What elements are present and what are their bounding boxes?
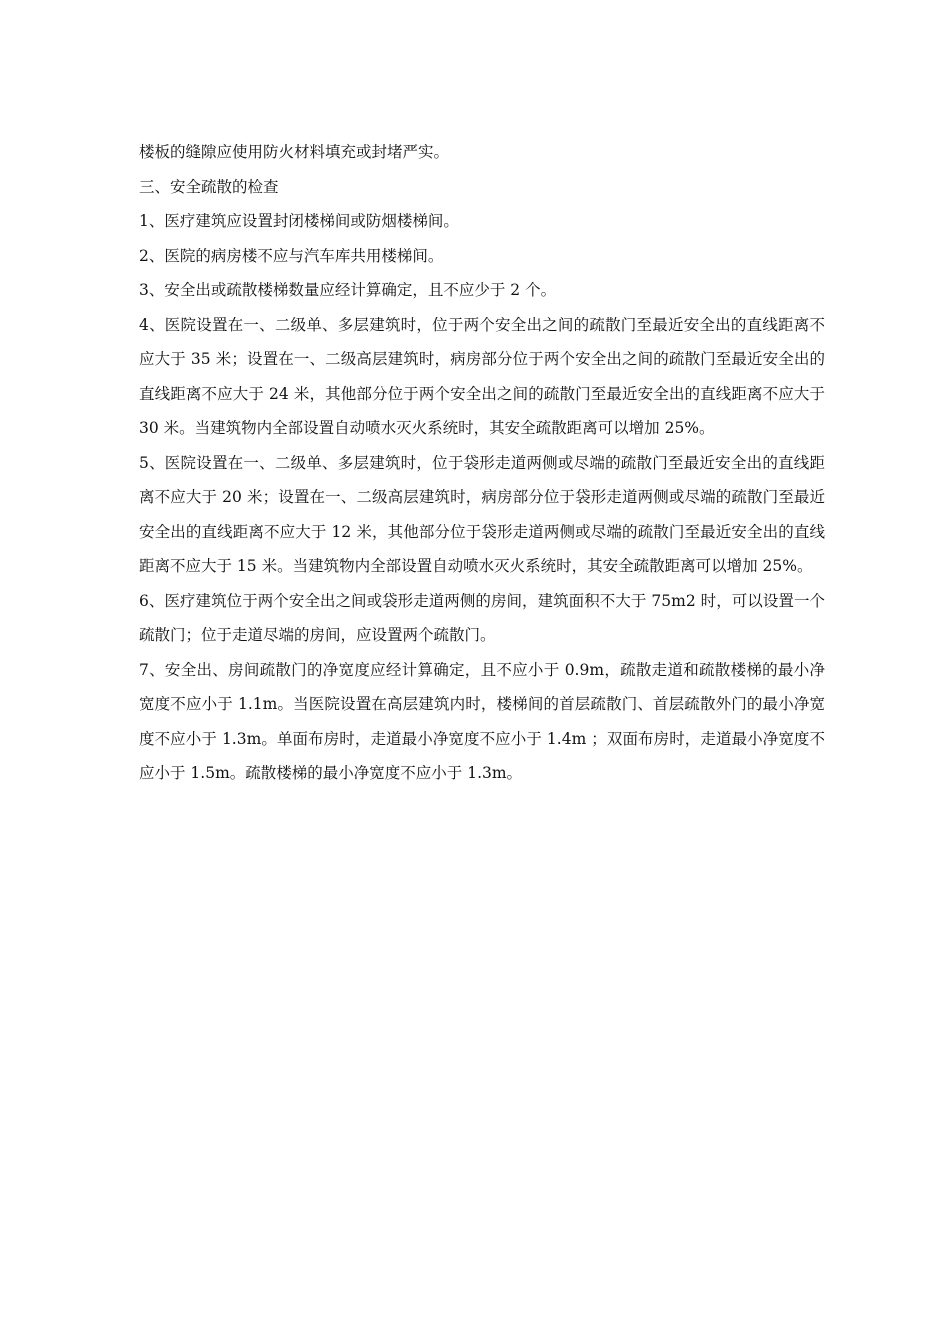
section-heading: 三、安全疏散的检查 <box>139 177 279 196</box>
list-item-6: 6、医疗建筑位于两个安全出之间或袋形走道两侧的房间，建筑面积不大于 75m2 时，可以设置一个疏散门；位于走道尽端的房间，应设置两个疏散门。 <box>139 591 825 644</box>
list-item-7: 7、安全出、房间疏散门的净宽度应经计算确定，且不应小于 0.9m，疏散走道和疏散楼梯的最小净宽度不应小于 1.1m。当医院设置在高层建筑内时，楼梯间的首层疏散门、首层疏散外门的最小净宽度不应小于 1.3m。单面布房时，走道最小净宽度不应小于 1.4m ；双面布房时，走道最小净宽度不应小于 1.5m。疏散楼梯的最小净宽度不应小于 1.3m。 <box>139 660 825 782</box>
document-body <box>139 135 825 791</box>
list-item-4: 4、医院设置在一、二级单、多层建筑时，位于两个安全出之间的疏散门至最近安全出的直线距离不应大于 35 米；设置在一、二级高层建筑时，病房部分位于两个安全出之间的疏散门至最近安全出的直线距离不应大于 24 米，其他部分位于两个安全出之间的疏散门至最近安全出的直线距离不应大于 30 米。当建筑物内全部设置自动喷水灭火系统时，其安全疏散距离可以增加 25%。 <box>139 315 825 437</box>
list-item-1: 1、医疗建筑应设置封闭楼梯间或防烟楼梯间。 <box>139 212 459 230</box>
paragraph-continuation: 楼板的缝隙应使用防火材料填充或封堵严实。 <box>139 143 450 161</box>
list-item-3: 3、安全出或疏散楼梯数量应经计算确定，且不应少于 2 个。 <box>139 281 557 299</box>
list-item-2: 2、医院的病房楼不应与汽车库共用楼梯间。 <box>139 246 444 265</box>
list-item-5: 5、医院设置在一、二级单、多层建筑时，位于袋形走道两侧或尽端的疏散门至最近安全出的直线距离不应大于 20 米；设置在一、二级高层建筑时，病房部分位于袋形走道两侧或尽端的疏散门至最近安全出的直线距离不应大于 12 米，其他部分位于袋形走道两侧或尽端的疏散门至最近安全出的直线距离不应大于 15 米。当建筑物内全部设置自动喷水灭火系统时，其安全疏散距离可以增加 25%。 <box>139 453 825 575</box>
